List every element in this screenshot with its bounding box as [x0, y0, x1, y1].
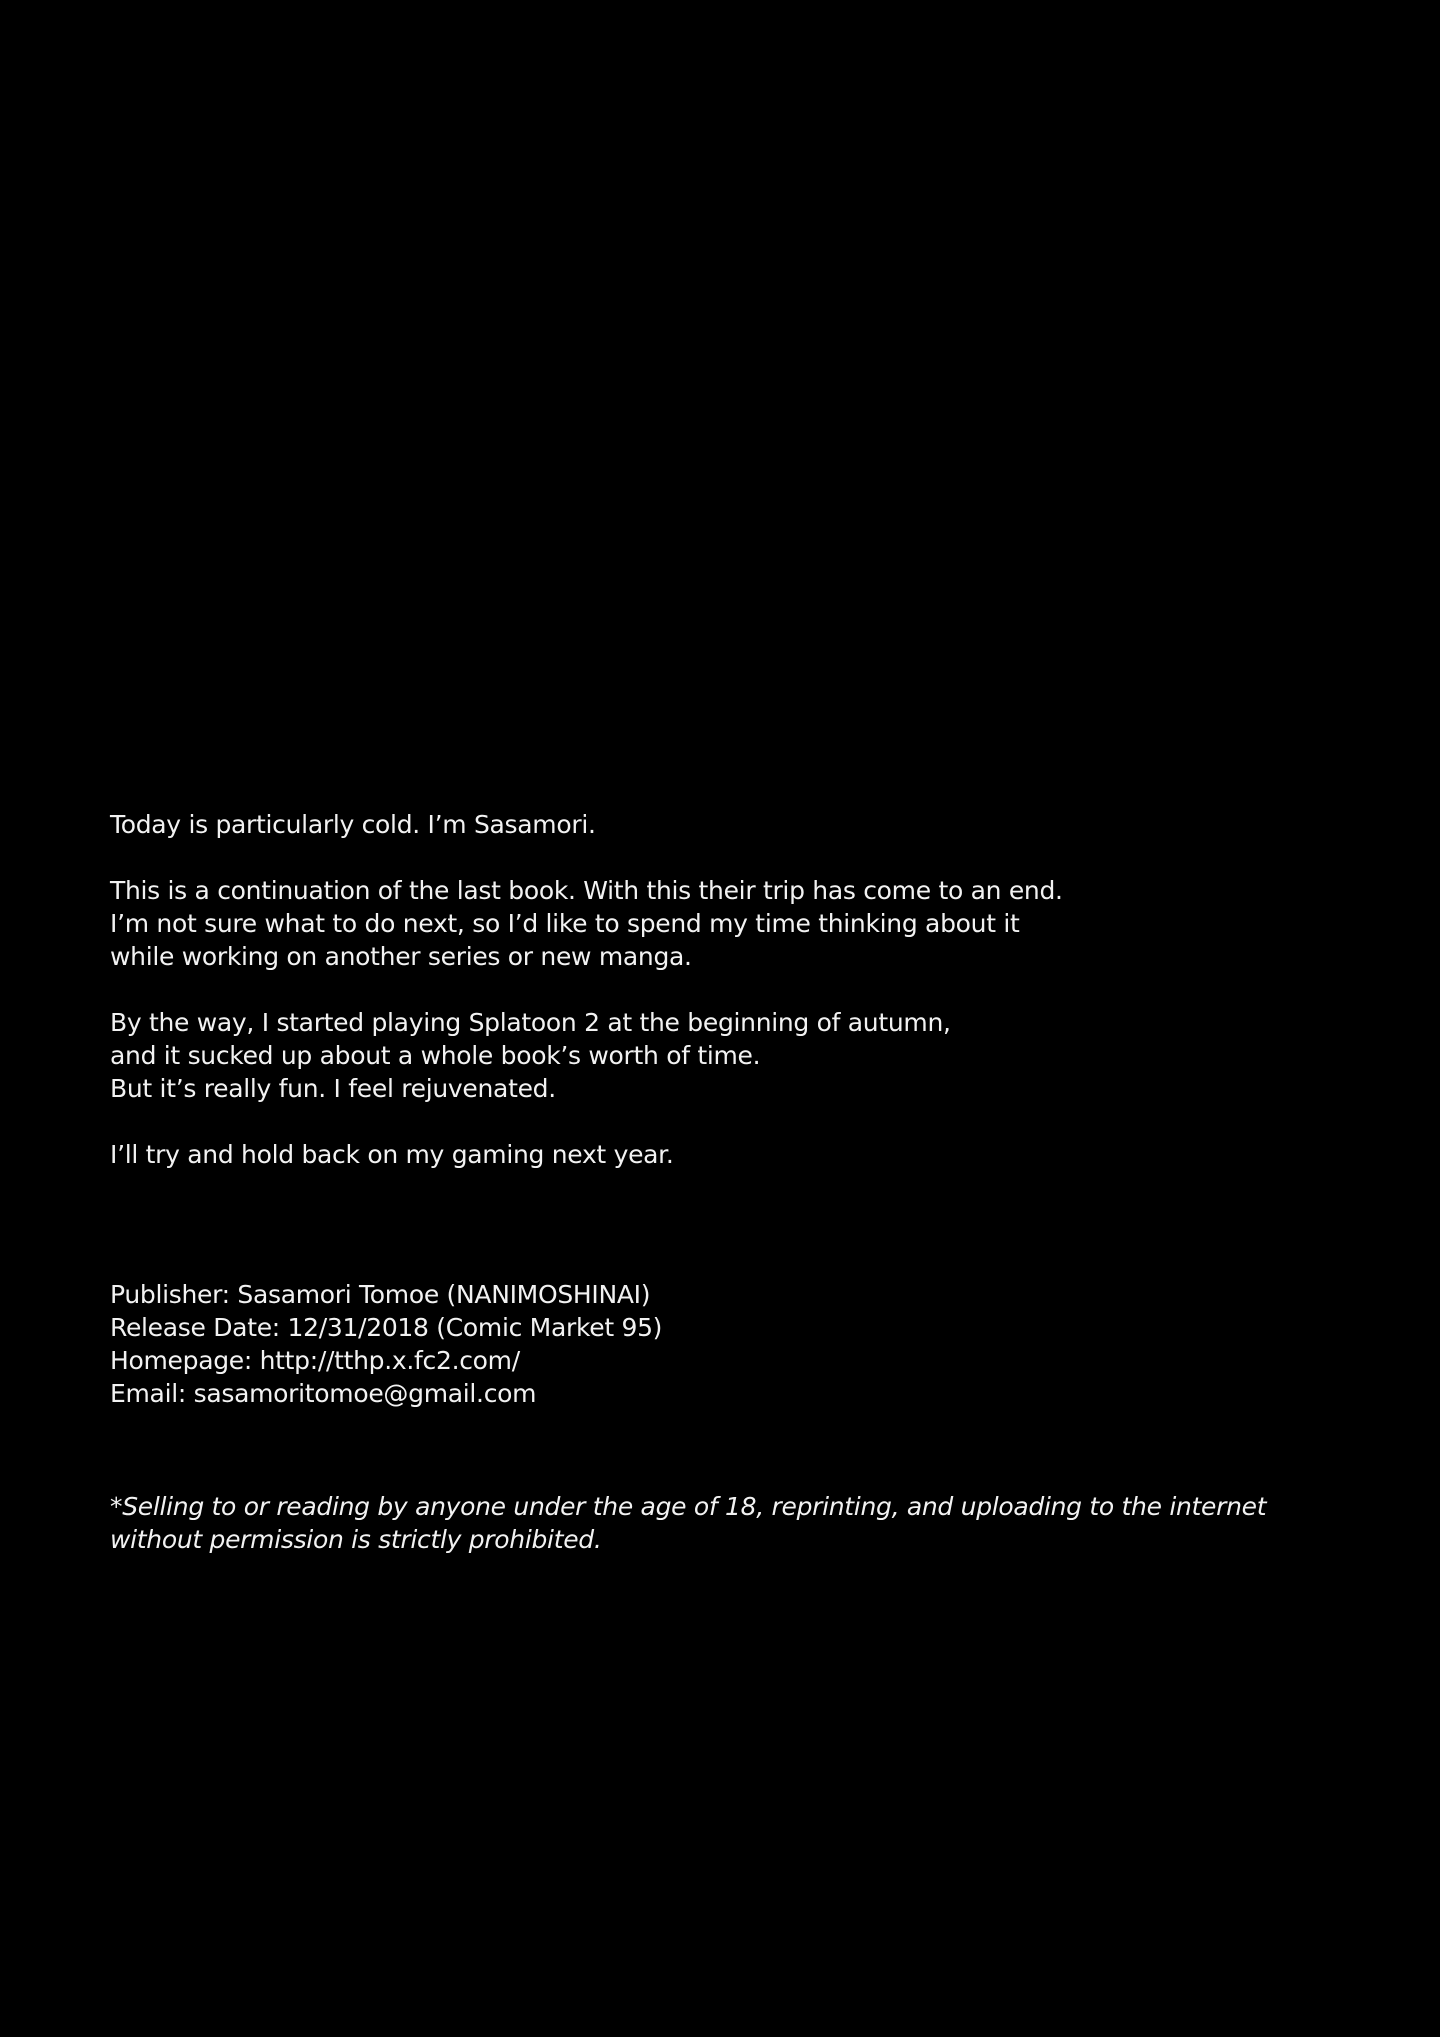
- paragraph-line: while working on another series or new manga.: [110, 942, 692, 971]
- paragraph-line: This is a continuation of the last book. With this their trip has come to an end.: [110, 876, 1063, 905]
- paragraph-line: But it’s really fun. I feel rejuvenated.: [110, 1074, 556, 1103]
- greeting-paragraph: [110, 808, 1370, 841]
- paragraph-line: I’m not sure what to do next, so I’d like to spend my time thinking about it: [110, 909, 1020, 938]
- splatoon-paragraph: [110, 1006, 1370, 1105]
- colophon: [110, 1278, 1370, 1410]
- notice-line: without permission is strictly prohibited.: [110, 1525, 602, 1554]
- legal-notice: [110, 1490, 1370, 1556]
- email-line: Email: sasamoritomoe@gmail.com: [110, 1379, 537, 1408]
- notice-line: *Selling to or reading by anyone under the age of 18, reprinting, and uploading to the internet: [110, 1492, 1267, 1521]
- closing-paragraph: [110, 1138, 1370, 1171]
- closing-line: I’ll try and hold back on my gaming next year.: [110, 1140, 674, 1169]
- paragraph-line: and it sucked up about a whole book’s worth of time.: [110, 1041, 761, 1070]
- homepage-line: Homepage: http://tthp.x.fc2.com/: [110, 1346, 520, 1375]
- greeting-line: Today is particularly cold. I’m Sasamori.: [110, 810, 596, 839]
- publisher-line: Publisher: Sasamori Tomoe (NANIMOSHINAI): [110, 1280, 651, 1309]
- afterword-text-block: [110, 808, 1370, 1556]
- continuation-paragraph: [110, 874, 1370, 973]
- paragraph-line: By the way, I started playing Splatoon 2 at the beginning of autumn,: [110, 1008, 951, 1037]
- release-date-line: Release Date: 12/31/2018 (Comic Market 95): [110, 1313, 663, 1342]
